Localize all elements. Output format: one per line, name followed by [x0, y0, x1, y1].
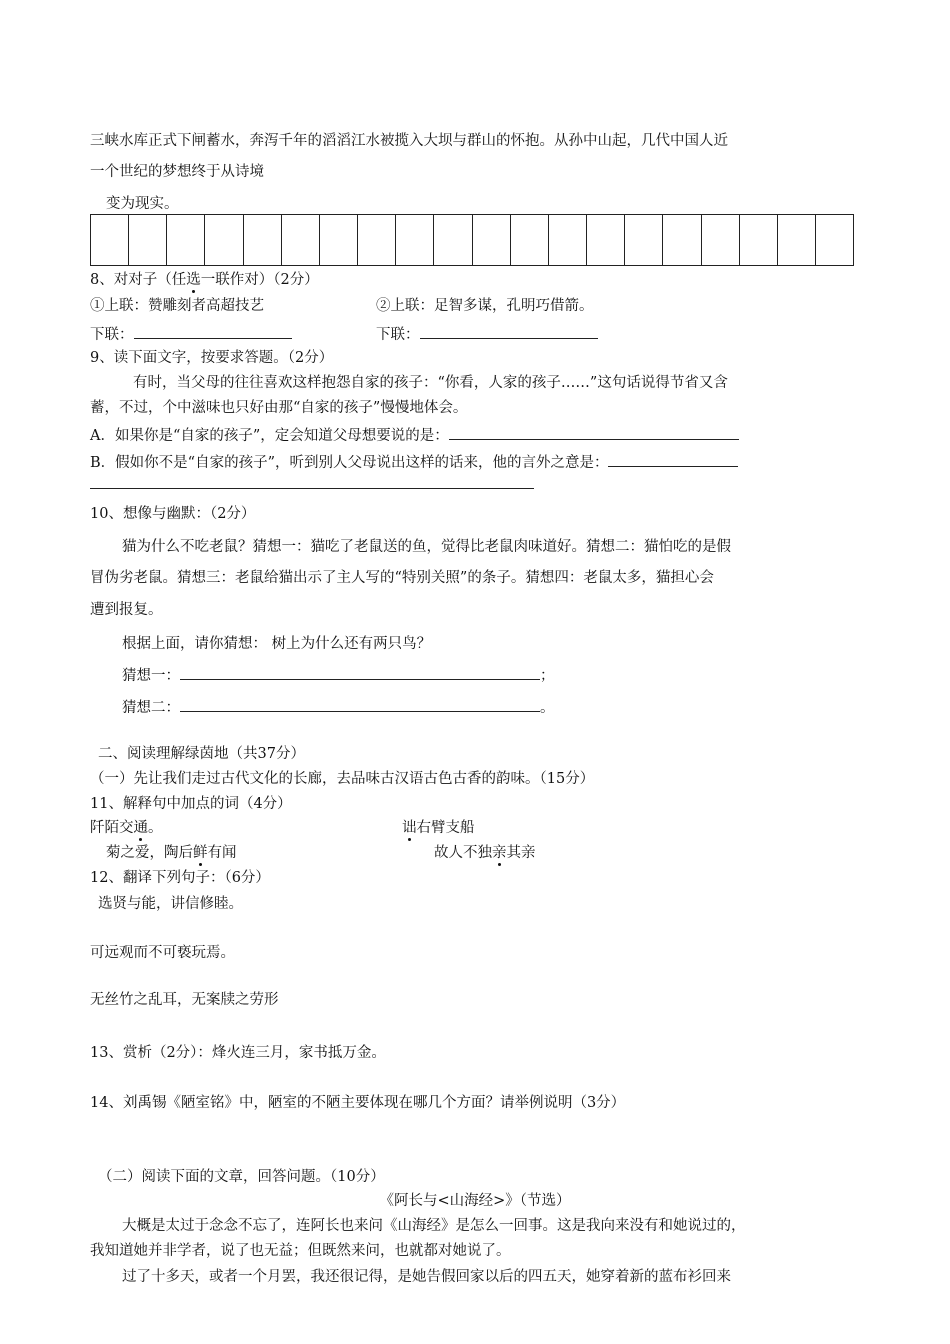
q11-text: 有闻 — [207, 845, 237, 861]
q8-upper-1: ①上联：赞雕刻者高超技艺 — [90, 298, 264, 314]
intro-line-1: 三峡水库正式下闸蓄水，奔泻千年的滔滔江水被揽入大坝与群山的怀抱。从孙中山起，几代中国人近 — [90, 133, 728, 149]
q10-guess-label: 猜想二： — [122, 700, 180, 716]
q10-para-2: 冒伪劣老鼠。猜想三：老鼠给猫出示了主人写的“特别关照”的条子。猜想四：老鼠太多，猫担心会 — [90, 570, 714, 586]
q10-guess-punct: ； — [540, 668, 555, 684]
q9-para-1: 有时，当父母的往往喜欢这样抱怨自家的孩子：“你看，人家的孩子……”这句话说得节省又含 — [133, 375, 728, 391]
q12-sentence-3: 无丝竹之乱耳，无案牍之劳形 — [90, 992, 279, 1008]
q8-lower-label: 下联： — [90, 327, 134, 343]
q11-dotted-word: 亲 — [492, 845, 507, 861]
q10-guess-1-blank[interactable] — [180, 664, 540, 680]
q11-text: 故人不独 — [434, 845, 492, 861]
q8-dotted-words: 任选一 — [171, 272, 216, 288]
q11-text: 右臂支船 — [416, 820, 475, 836]
q10-guess-2 — [122, 696, 555, 718]
q11-dotted-word: 诎 — [402, 820, 417, 836]
q11-text: 其亲 — [506, 845, 536, 861]
grid-cell[interactable] — [244, 215, 282, 265]
writing-grid[interactable] — [90, 214, 854, 266]
q12-sentence-2: 可远观而不可亵玩焉。 — [90, 945, 235, 961]
part2-title: （二）阅读下面的文章，回答问题。（10分） — [98, 1169, 385, 1185]
article-para-1b: 我知道她并非学者，说了也无益；但既然来问，也就都对她说了。 — [90, 1243, 511, 1259]
grid-cell[interactable] — [91, 215, 129, 265]
q11-title: 11、解释句中加点的词（4分） — [90, 796, 292, 812]
grid-cell[interactable] — [358, 215, 396, 265]
q10-para-3: 遭到报复。 — [90, 602, 163, 618]
q12-sentence-1: 选贤与能，讲信修睦。 — [98, 896, 243, 912]
grid-cell[interactable] — [816, 215, 853, 265]
q10-title: 10、想像与幽默：（2分） — [90, 506, 256, 522]
q14-text: 14、刘禹锡《陋室铭》中，陋室的不陋主要体现在哪几个方面？请举例说明（3分） — [90, 1095, 626, 1111]
section-2-title: 二、阅读理解绿茵地（共37分） — [98, 746, 305, 762]
grid-cell[interactable] — [205, 215, 243, 265]
q11-word-3 — [106, 843, 237, 863]
grid-cell[interactable] — [396, 215, 434, 265]
q9-b-answer-line-2[interactable] — [90, 472, 534, 489]
q10-guess-label: 猜想一： — [122, 668, 180, 684]
grid-cell[interactable] — [434, 215, 472, 265]
article-para-2: 过了十多天，或者一个月罢，我还很记得，是她告假回家以后的四五天，她穿着新的蓝布衫回来 — [122, 1269, 731, 1285]
grid-cell[interactable] — [625, 215, 663, 265]
grid-cell[interactable] — [129, 215, 167, 265]
intro-line-2: 一个世纪的梦想终于从诗境 — [90, 164, 264, 180]
q11-word-2 — [402, 818, 475, 838]
q10-prompt: 根据上面，请你猜想： 树上为什么还有两只鸟？ — [122, 636, 432, 652]
intro-line-3: 变为现实。 — [106, 196, 179, 212]
q10-guess-2-blank[interactable] — [180, 696, 540, 712]
q8-title-part: 8、对对子（ — [90, 272, 172, 288]
q8-lower-label: 下联： — [376, 327, 420, 343]
q8-lower-2 — [376, 323, 598, 345]
section-2-sub-1: （一）先让我们走过古代文化的长廊，去品味古汉语古色古香的韵味。（15分） — [90, 771, 595, 787]
q11-word-4 — [434, 843, 536, 863]
q11-text: 菊之爱，陶后 — [106, 845, 193, 861]
q8-title — [90, 270, 319, 290]
q9-a-text: A．如果你是“自家的孩子”，定会知道父母想要说的是： — [90, 428, 449, 444]
grid-cell[interactable] — [511, 215, 549, 265]
grid-cell[interactable] — [778, 215, 816, 265]
q10-guess-punct: 。 — [540, 700, 555, 716]
grid-cell[interactable] — [663, 215, 701, 265]
article-para-1a: 大概是太过于念念不忘了，连阿长也来问《山海经》是怎么一回事。这是我向来没有和她说过的， — [122, 1218, 746, 1234]
q11-dotted-word: 通 — [133, 820, 148, 836]
q8-title-part: 联作对）（2分） — [215, 272, 319, 288]
grid-cell[interactable] — [167, 215, 205, 265]
q11-word-1 — [90, 818, 163, 838]
grid-cell[interactable] — [740, 215, 778, 265]
q9-a — [90, 424, 739, 446]
q12-title: 12、翻译下列句子：（6分） — [90, 870, 270, 886]
q8-answer-blank-2[interactable] — [420, 323, 598, 339]
grid-cell[interactable] — [473, 215, 511, 265]
grid-cell[interactable] — [587, 215, 625, 265]
grid-cell[interactable] — [549, 215, 587, 265]
q13-text: 13、赏析（2分）：烽火连三月，家书抵万金。 — [90, 1045, 386, 1061]
article-title: 《阿长与<山海经>》（节选） — [379, 1193, 571, 1209]
q9-title: 9、读下面文字，按要求答题。（2分） — [90, 350, 334, 366]
q9-a-answer-blank[interactable] — [449, 424, 739, 440]
q11-dotted-word: 鲜 — [193, 845, 208, 861]
q11-text: 阡陌交 — [90, 820, 134, 836]
q8-lower-1 — [90, 323, 292, 345]
grid-cell[interactable] — [702, 215, 740, 265]
q8-answer-blank-1[interactable] — [134, 323, 292, 339]
q9-b-answer-blank[interactable] — [608, 451, 738, 467]
q11-text: 。 — [148, 820, 163, 836]
q8-upper-2: ②上联：足智多谋，孔明巧借箭。 — [376, 298, 594, 314]
q9-b — [90, 451, 738, 473]
grid-cell[interactable] — [282, 215, 320, 265]
q10-guess-1 — [122, 664, 555, 686]
q9-para-2: 蓄，不过，个中滋味也只好由那“自家的孩子”慢慢地体会。 — [90, 400, 468, 416]
q10-para-1: 猫为什么不吃老鼠？猜想一：猫吃了老鼠送的鱼，觉得比老鼠肉味道好。猜想二：猫怕吃的是假 — [122, 539, 731, 555]
q9-b-text: B．假如你不是“自家的孩子”，听到别人父母说出这样的话来，他的言外之意是： — [90, 455, 609, 471]
grid-cell[interactable] — [320, 215, 358, 265]
